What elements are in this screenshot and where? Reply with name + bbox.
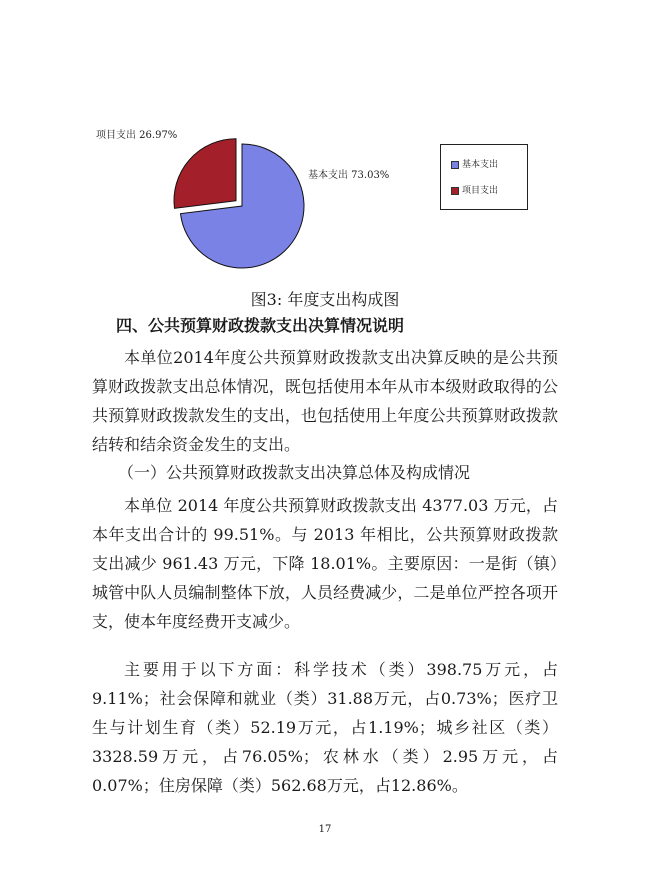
pie-slice-project [174,139,236,209]
legend-label-basic: 基本支出 [462,160,499,170]
paragraph-breakdown: 主要用于以下方面：科学技术（类）398.75万元，占9.11%；社会保障和就业（类）31.88万元，占0.73%；医疗卫生与计划生育（类）52.19万元，占1.19%；城乡社区（类）3328.59万元，占76.05%；农林水（类）2.95万元，占0.07%；住房保障（类）562.68万元，占12.86%。 [92,660,558,795]
legend-label-project: 项目支出 [462,186,499,196]
paragraph-overview: 本单位2014年度公共预算财政拨款支出决算反映的是公共预算财政拨款支出总体情况，既包括使用本年从市本级财政取得的公共预算财政拨款发生的支出，也包括使用上年度公共预算财政拨款结转和结余资金发生的支出。 [92,348,558,454]
figure-caption: 图3: 年度支出构成图 [250,290,400,309]
slice-label-basic: 基本支出 73.03% [308,170,390,181]
legend-swatch-basic [451,161,459,169]
legend-swatch-project [451,187,459,195]
pie-chart [90,118,560,278]
section-heading: 四、公共预算财政拨款支出决算情况说明 [116,316,405,335]
legend-item-project [451,183,498,196]
page-number: 17 [318,824,332,835]
chart-legend [440,144,528,210]
paragraph-total: 本单位 2014 年度公共预算财政拨款支出 4377.03 万元，占本年支出合计的 99.51%。与 2013 年相比，公共预算财政拨款支出减少 961.43 万元，下降 18.01%。主要原因：一是街（镇）城管中队人员编制整体下放，人员经费减少，二是单位严控各项开支，使本年度经费开支减少。 [92,496,558,631]
slice-label-project: 项目支出 26.97% [96,130,178,141]
subsection-heading: （一）公共预算财政拨款支出决算总体及构成情况 [118,463,471,482]
legend-item-basic [451,157,498,170]
